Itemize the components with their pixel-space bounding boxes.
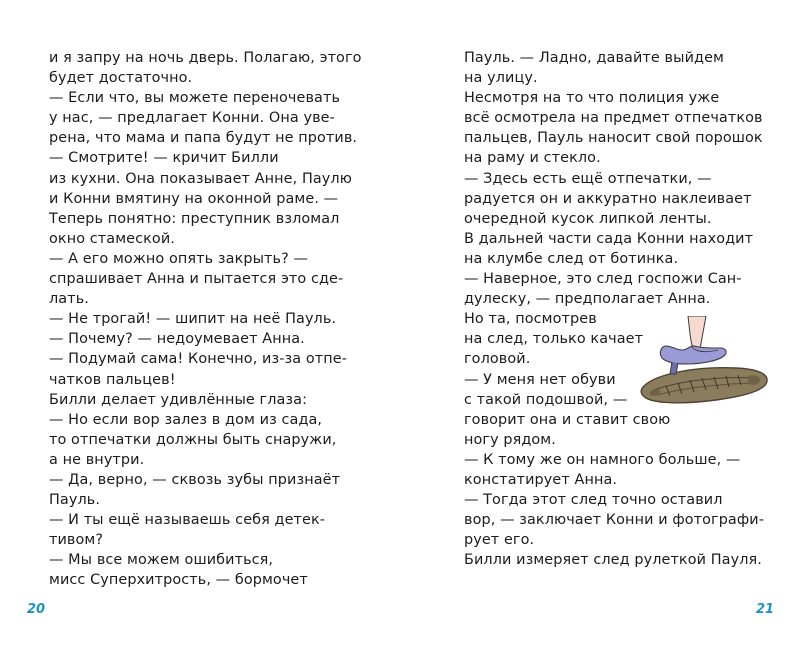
text-line: будет достаточно.	[49, 70, 193, 87]
text-line: Билли измеряет след рулеткой Пауля.	[464, 552, 762, 569]
text-line: — Подумай сама! Конечно, из-за отпе-	[49, 351, 348, 368]
text-line: Несмотря на то что полиция уже	[464, 90, 720, 107]
text-line: — Но если вор залез в дом из сада,	[49, 411, 323, 428]
text-line: с такой подошвой, —	[464, 391, 628, 408]
text-line: головой.	[464, 351, 531, 368]
text-line: дулеску, — предполагает Анна.	[464, 291, 711, 308]
page-number-right: 21	[756, 602, 775, 617]
text-line: радуется он и аккуратно наклеивает	[464, 190, 752, 207]
footprint-icon	[641, 368, 767, 403]
text-line: В дальней части сада Конни находит	[464, 230, 754, 247]
text-line: чатков пальцев!	[49, 371, 176, 388]
text-line: рует его.	[464, 532, 535, 549]
text-line: Но та, посмотрев	[464, 311, 597, 328]
text-line: тивом?	[49, 532, 104, 549]
text-line: всё осмотрела на предмет отпечатков	[464, 110, 763, 127]
text-line: — Почему? — недоумевает Анна.	[49, 331, 305, 348]
text-line: спрашивает Анна и пытается это сде-	[49, 271, 344, 288]
text-line: — А его можно опять закрыть? —	[49, 250, 309, 267]
text-line: — Тогда этот след точно оставил	[464, 492, 723, 509]
text-line: и я запру на ночь дверь. Полагаю, этого	[49, 50, 362, 66]
text-line: — Наверное, это след госпожи Сан-	[464, 271, 742, 288]
text-line: пальцев, Пауль наносит свой порошок	[464, 130, 763, 147]
text-line: — Если что, вы можете переночевать	[49, 90, 341, 107]
text-line: из кухни. Она показывает Анне, Паулю	[49, 170, 352, 187]
text-line: Билли делает удивлённые глаза:	[49, 391, 308, 408]
text-line: а не внутри.	[49, 451, 145, 468]
text-line: мисс Суперхитрость, — бормочет	[49, 572, 308, 589]
text-line: на след, только качает	[464, 331, 644, 348]
text-line: на раму и стекло.	[464, 150, 601, 167]
text-line: Теперь понятно: преступник взломал	[49, 210, 340, 227]
text-line: — У меня нет обуви	[464, 371, 616, 388]
text-line: лать.	[49, 291, 89, 308]
text-line: то отпечатки должны быть снаружи,	[49, 431, 337, 448]
text-line: Пауль. — Ладно, давайте выйдем	[464, 50, 724, 66]
text-line: Пауль.	[49, 492, 101, 509]
text-line: — Да, верно, — сквозь зубы признаёт	[49, 471, 341, 488]
text-line: говорит она и ставит свою	[464, 411, 671, 428]
text-line: — Смотрите! — кричит Билли	[49, 150, 279, 167]
right-page-text	[464, 48, 764, 570]
text-line: вор, — заключает Конни и фотографи-	[464, 512, 764, 529]
shoe-and-footprint-icon	[636, 316, 776, 412]
text-line: — Не трогай! — шипит на неё Пауль.	[49, 311, 337, 328]
page-number-left: 20	[27, 602, 46, 617]
shoe-icon	[660, 316, 726, 374]
text-line: рена, что мама и папа будут не против.	[49, 130, 358, 147]
text-line: на клумбе след от ботинка.	[464, 250, 679, 267]
text-line: на улицу.	[464, 70, 538, 87]
left-page-text	[49, 48, 362, 591]
text-line: у нас, — предлагает Конни. Она уве-	[49, 110, 335, 127]
text-line: — И ты ещё называешь себя детек-	[49, 512, 326, 529]
text-line: — Здесь есть ещё отпечатки, —	[464, 170, 712, 187]
text-line: ногу рядом.	[464, 431, 556, 448]
text-line: — К тому же он намного больше, —	[464, 451, 741, 468]
text-line: и Конни вмятину на оконной раме. —	[49, 190, 339, 207]
text-line: констатирует Анна.	[464, 471, 618, 488]
text-line: — Мы все можем ошибиться,	[49, 552, 274, 569]
text-line: окно стамеской.	[49, 230, 175, 247]
text-line: очередной кусок липкой ленты.	[464, 210, 712, 227]
